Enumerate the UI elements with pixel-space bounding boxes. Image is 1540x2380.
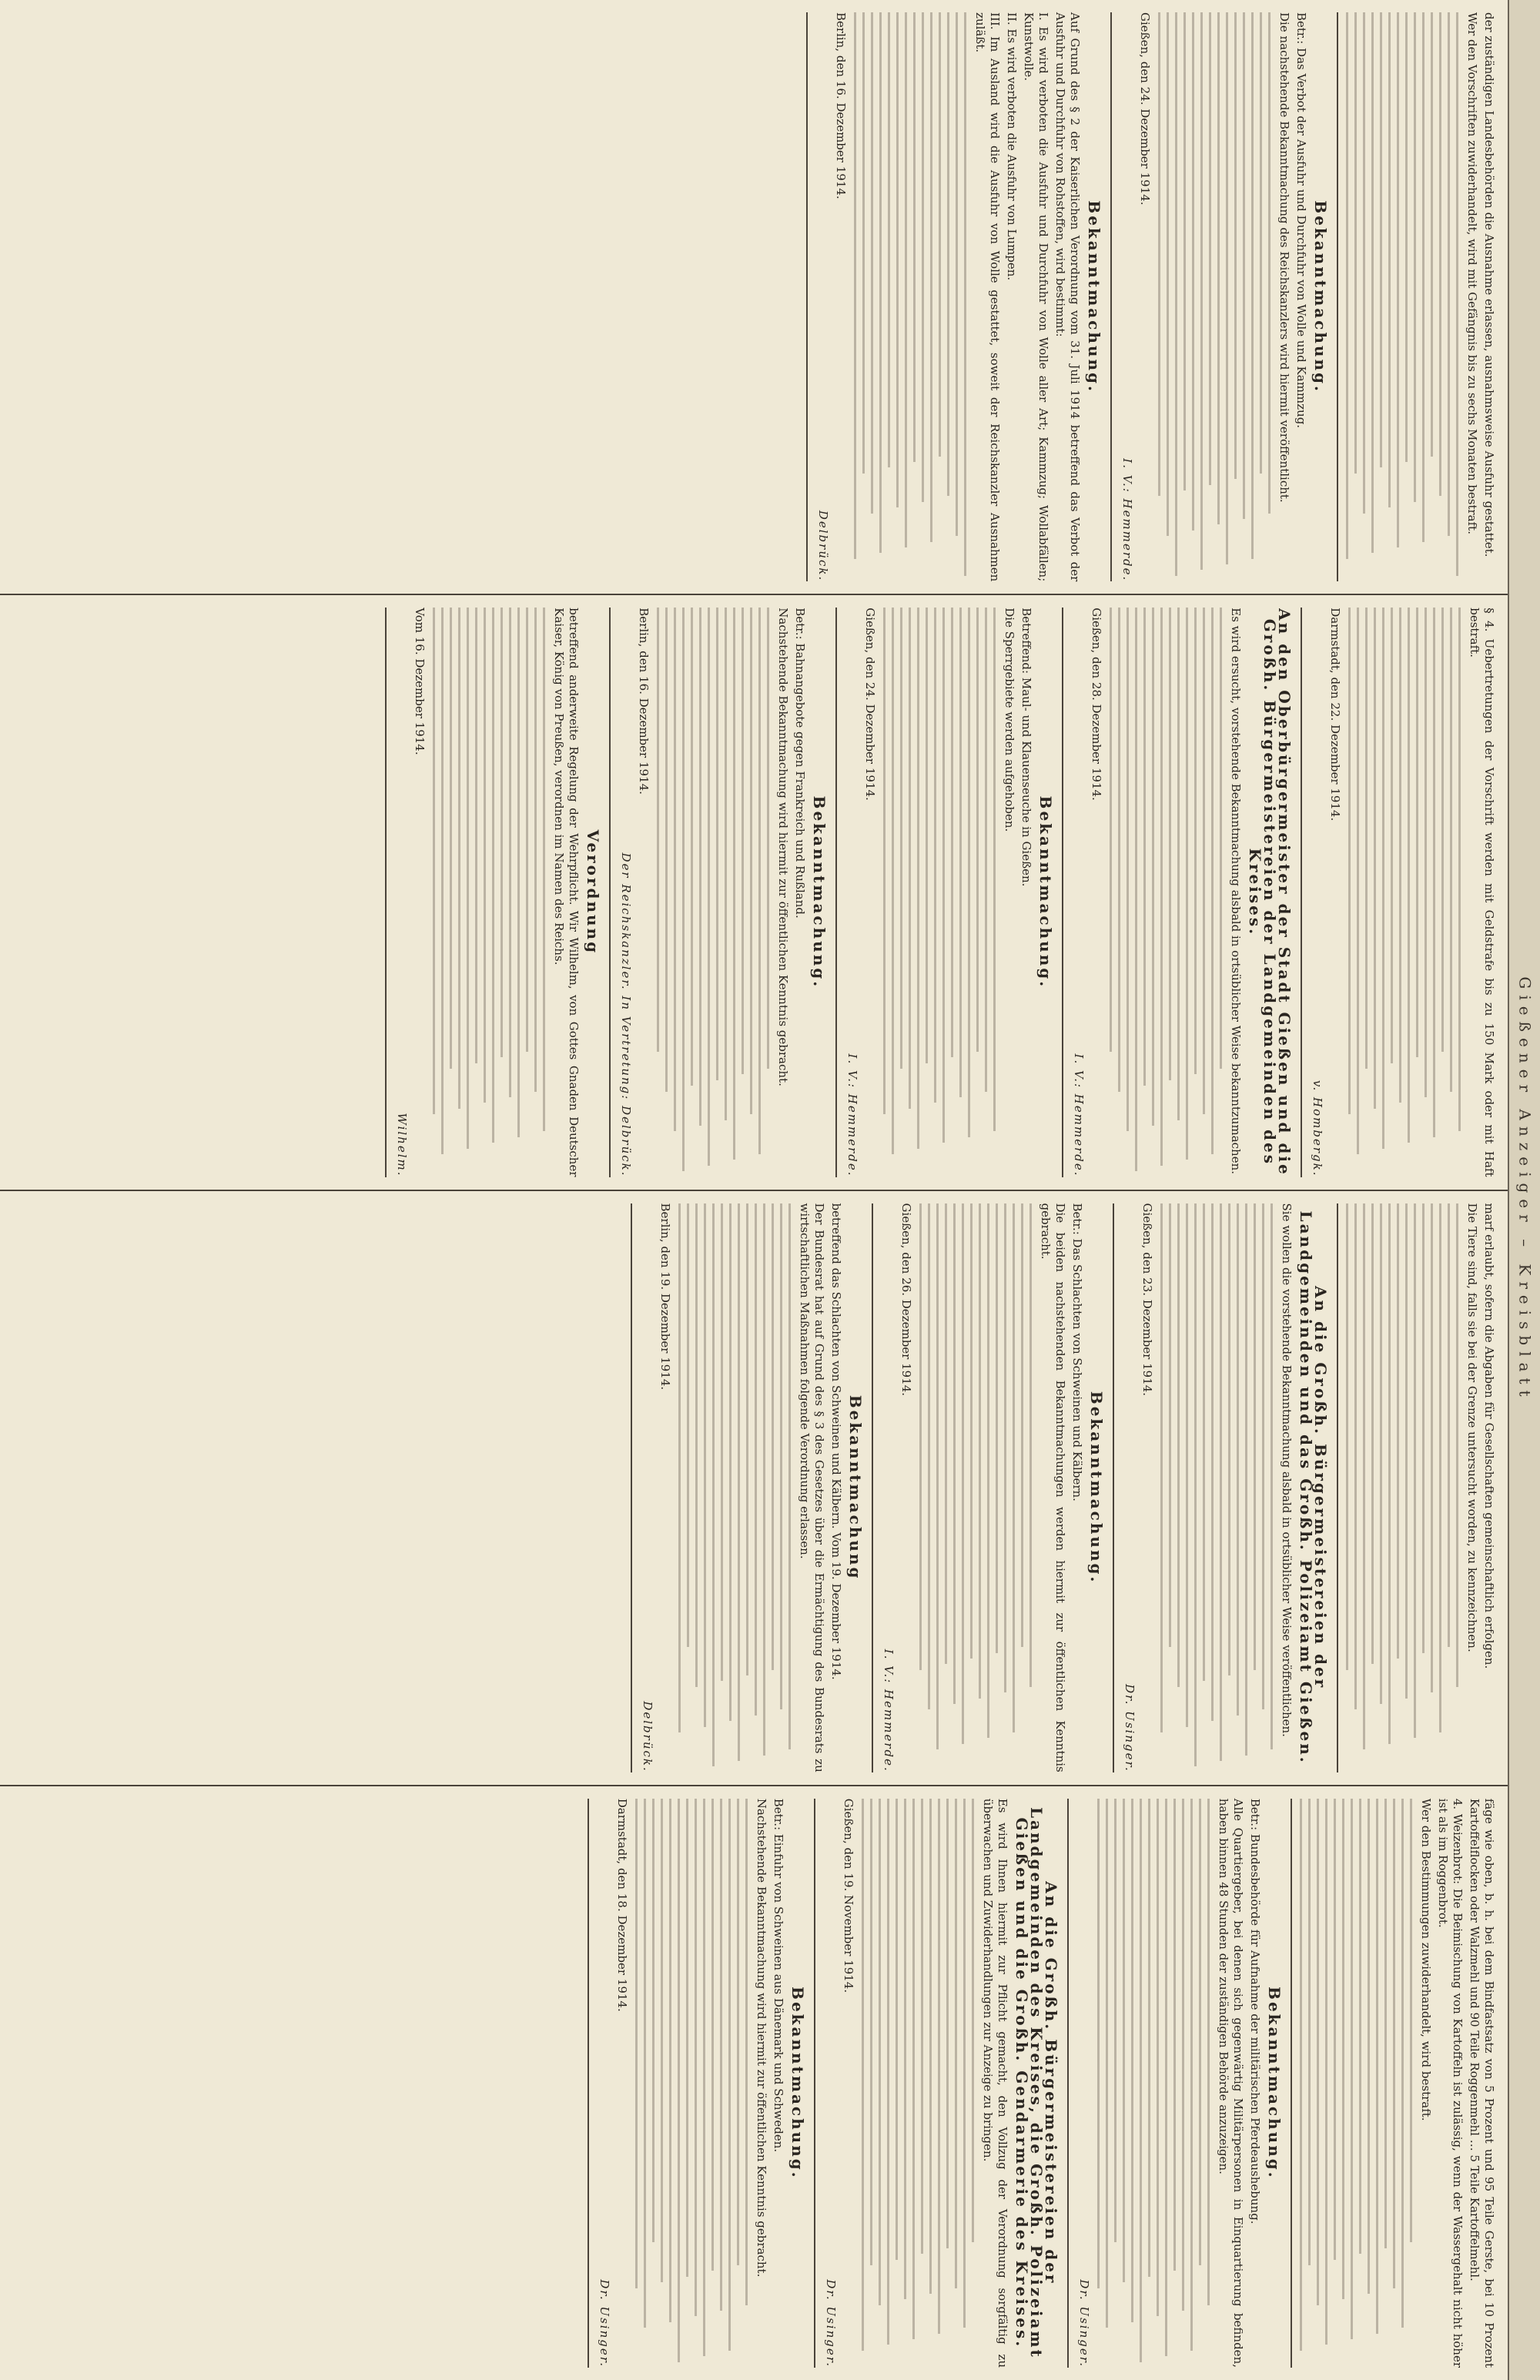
notice-divider [814, 1799, 815, 2368]
notice-title: An die Großh. Bürgermeistereien der Landgemeinden des Kreises, die Großh. Polizeiamt Gießen und die Großh. Gendarmerie des Kreises. [1013, 1806, 1060, 2359]
notice-signature: v. Hombergk. [1311, 1080, 1324, 1177]
masthead-band [1508, 0, 1540, 2380]
notice-signature: I. V.: Hemmerde. [1072, 1053, 1086, 1177]
notice [609, 608, 829, 1177]
print-lines [635, 1799, 748, 2368]
print-lines [1160, 1203, 1273, 1772]
notice-paragraph: Betr.: Das Verbot der Ausfuhr und Durchfuhr von Wolle und Kammzug. [1294, 12, 1308, 429]
notice-divider [1291, 1799, 1292, 2368]
notice-paragraph: Die Tiere sind, falls sie bei der Grenze untersucht worden, zu kennzeichnen. [1465, 1203, 1479, 1652]
notice [1110, 12, 1330, 582]
text-column [0, 594, 1509, 1189]
notice-title: Bekanntmachung. [1311, 200, 1330, 393]
notice-paragraph: betreffend das Schlachten von Schweinen und Kälbern. Vom 19. Dezember 1914. [829, 1203, 843, 1680]
print-lines [862, 1799, 974, 2368]
notice [872, 1203, 1106, 1772]
print-lines [1348, 608, 1461, 1177]
notice-divider [385, 608, 387, 1177]
notice-paragraph: Betr.: Einfuhr von Schweinen aus Dänemark und Schweden. [772, 1798, 785, 2153]
notice-paragraph: Auf Grund des § 2 der Kaiserlichen Verordnung vom 31. Juli 1914 betreffend das Verbot der Ausfuhr und Durchfuhr von Rohstoffen, wird bestimmt: [1053, 12, 1082, 582]
notice-date: Darmstadt, den 22. Dezember 1914. [1328, 608, 1342, 822]
notice-title: Bekanntmachung. [788, 1987, 807, 2180]
print-lines [854, 12, 966, 581]
notice-signature: Der Reichskanzler. In Vertretung: Delbrück. [619, 852, 633, 1177]
notice-date: Gießen, den 24. Dezember 1914. [1138, 12, 1152, 206]
notice-paragraph: Sie wollen die vorstehende Bekanntmachung alsbald in ortsüblicher Weise veröffentlichen. [1280, 1203, 1294, 1737]
notice-paragraph: II. Es wird verboten die Ausfuhr von Lumpen. [1005, 12, 1019, 281]
notice-date: Gießen, den 23. Dezember 1914. [1140, 1203, 1154, 1397]
notice-divider [631, 1203, 632, 1772]
notice-divider [588, 1799, 589, 2368]
notice-paragraph: betreffend anderweite Regelung der Wehrpflicht. Wir Wilhelm, von Gottes Gnaden Deutscher Kaiser, König von Preußen, verordnen im Namen des Reichs. [552, 608, 581, 1177]
print-lines [433, 608, 545, 1177]
notice-paragraph: der zuständigen Landesbehörden die Ausnahme erlassen, ausnahmsweise Ausfuhr gestattet. [1482, 12, 1496, 557]
notice-date: Gießen, den 26. Dezember 1914. [899, 1203, 913, 1397]
text-column [0, 1785, 1509, 2380]
notice-paragraph: § 4. Uebertretungen der Vorschrift werden mit Geldstrafe bis zu 150 Mark oder mit Haft bestraft. [1468, 608, 1496, 1177]
notice-date: Berlin, den 19. Dezember 1914. [658, 1203, 672, 1391]
notice-paragraph: Es wird Ihnen hiermit zur Pflicht gemacht, den Vollzug der Verordnung sorgfältig zu überwachen und Zuwiderhandlungen zur Anzeige zu bringen. [981, 1798, 1009, 2368]
notice-paragraph: Betr.: Bahnangebote gegen Frankreich und Rußland. [793, 608, 807, 919]
notice-paragraph: I. Es wird verboten die Ausfuhr und Durchfuhr von Wolle aller Art; Kammzug; Wollabfällen; Kunstwolle. [1022, 12, 1050, 582]
notice-signature: Wilhelm. [395, 1113, 409, 1177]
notice-signature: Dr. Usinger. [598, 2279, 611, 2368]
notice [385, 608, 600, 1177]
notice-divider [1301, 608, 1302, 1177]
notice-date: Berlin, den 16. Dezember 1914. [834, 12, 848, 199]
notice-divider [1110, 12, 1112, 581]
notice-date: Darmstadt, den 18. Dezember 1914. [615, 1798, 629, 2012]
notice-paragraph: Betr.: Bundesbehörde für Aufnahme der militärischen Pferdeaushebung. [1248, 1798, 1262, 2224]
notice-paragraph: Die nachstehende Bekanntmachung des Reichskanzlers wird hiermit veröffentlicht. [1277, 12, 1291, 503]
notice [1301, 608, 1496, 1177]
notice-signature: Dr. Usinger. [1077, 2279, 1091, 2368]
notice-paragraph: Betr.: Das Schlachten von Schweinen und Kälbern. [1070, 1203, 1084, 1501]
notice-divider [1113, 1203, 1114, 1772]
notice-date: Berlin, den 16. Dezember 1914. [637, 608, 651, 795]
notice-signature: I. V.: Hemmerde. [1120, 458, 1134, 582]
notice-signature: I. V.: Hemmerde. [845, 1053, 859, 1177]
text-column [0, 0, 1509, 594]
print-lines [657, 608, 769, 1177]
notice-paragraph: Alle Quartiergeber, bei denen sich gegenwärtig Militärpersonen in Einquartierung befinden, haben binnen 48 Stunden der zuständigen Behörde anzuzeigen. [1217, 1798, 1245, 2368]
notice-paragraph: III. Im Ausland wird die Ausfuhr von Wolle gestattet, soweit der Reichskanzler Ausnahmen zuläßt. [973, 12, 1002, 582]
notice [1337, 1203, 1496, 1772]
notice [588, 1799, 805, 2368]
notice [835, 608, 1053, 1177]
notice [1337, 12, 1496, 581]
notice-divider [1337, 12, 1338, 581]
notice-title: Bekanntmachung. [1265, 1987, 1284, 2180]
notice-date: Vom 16. Dezember 1914. [413, 608, 427, 755]
notice-paragraph: Der Bundesrat hat auf Grund des § 3 des Gesetzes über die Ermächtigung des Bundesrats zu wirtschaftlichen Maßnahmen folgende Verordnung erlassen. [798, 1203, 826, 1772]
notice-paragraph: 4. Weizenbrot: Die Beimischung von Kartoffeln ist zulässig, wenn der Wassergehalt nicht höher ist als im Roggenbrot. [1436, 1798, 1465, 2368]
notice-date: Gießen, den 28. Dezember 1914. [1090, 608, 1103, 801]
notice [806, 12, 1101, 581]
notice-title: Bekanntmachung. [1085, 200, 1103, 393]
print-lines [1346, 12, 1458, 581]
notice [1291, 1799, 1496, 2368]
notice-paragraph: Die beiden nachstehenden Bekanntmachungen werden hiermit zur öffentlichen Kenntnis gebracht. [1039, 1203, 1067, 1772]
notice-divider [806, 12, 808, 581]
notice-signature: Dr. Usinger. [824, 2279, 838, 2368]
notice-paragraph: marf erlaubt, sofern die Abgaben für Gesellschaften gemeinschaftlich erfolgen. [1482, 1203, 1496, 1669]
notice-paragraph: Wer den Bestimmungen zuwiderhandelt, wird bestraft. [1419, 1798, 1433, 2121]
notice-date: Gießen, den 19. November 1914. [842, 1798, 855, 1993]
notice-title: Bekanntmachung [846, 1394, 865, 1581]
notice-divider [872, 1203, 873, 1772]
masthead: Gießener Anzeiger – Kreisblatt [1515, 976, 1534, 1403]
notice-title: Bekanntmachung. [1036, 795, 1055, 989]
print-lines [1097, 1799, 1210, 2368]
notice-title: Bekanntmachung. [1087, 1391, 1106, 1585]
print-lines [1346, 1203, 1458, 1772]
notice-title: Bekanntmachung. [810, 795, 829, 989]
print-lines [883, 608, 996, 1177]
notice-divider [1062, 608, 1063, 1177]
print-lines [919, 1203, 1032, 1772]
notice [814, 1799, 1058, 2368]
print-lines [678, 1203, 791, 1772]
notice-paragraph: fäge wie oben, b. h. bei dem Bindfastsatz von 5 Prozent und 95 Teile Gerste, bei 10 Prozent Kartoffelflocken oder Walzmehl und 90 Teile Roggenmehl … 5 Teile Kartoffelmehl. [1468, 1798, 1496, 2368]
notice-divider [1337, 1203, 1338, 1772]
notice [1067, 1798, 1284, 2368]
text-column [0, 1190, 1509, 1785]
notice-divider [1067, 1799, 1069, 2368]
notice [631, 1203, 865, 1772]
print-lines [1158, 12, 1270, 581]
notice-paragraph: Nachstehende Bekanntmachung wird hiermit zur öffentlichen Kenntnis gebracht. [755, 1798, 768, 2278]
notice-paragraph: Wer den Vorschriften zuwiderhandelt, wird mit Gefängnis bis zu sechs Monaten bestraft. [1465, 12, 1479, 534]
notice-signature: Delbrück. [641, 1701, 654, 1772]
notice-divider [609, 608, 611, 1177]
notice-title: Verordnung [584, 829, 602, 956]
notice-title: An den Oberbürgermeister der Stadt Gießen und die Großh. Bürgermeistereien der Landgemeinden des Kreises. [1246, 608, 1294, 1177]
notice-signature: Dr. Usinger. [1123, 1684, 1137, 1772]
notice-signature: Delbrück. [816, 510, 830, 582]
notice-paragraph: Es wird ersucht, vorstehende Bekanntmachung alsbald in ortsüblicher Weise bekanntzumachen. [1229, 608, 1243, 1175]
print-lines [1300, 1799, 1412, 2368]
notice [1062, 608, 1294, 1177]
notice-title: An die Großh. Bürgermeistereien der Landgemeinden und das Großh. Polizeiamt Gießen. [1297, 1210, 1330, 1765]
notice-paragraph: Betreffend: Maul- und Klauenseuche in Gießen. [1019, 608, 1033, 887]
notice-paragraph: Nachstehende Bekanntmachung wird hiermit zur öffentlichen Kenntnis gebracht. [776, 608, 790, 1086]
notice [1113, 1203, 1330, 1772]
notice-date: Gießen, den 24. Dezember 1914. [863, 608, 877, 801]
notice-divider [835, 608, 837, 1177]
notice-signature: I. V.: Hemmerde. [882, 1649, 896, 1772]
print-lines [1110, 608, 1222, 1177]
notice-paragraph: Die Sperrgebiete werden aufgehoben. [1003, 608, 1016, 832]
